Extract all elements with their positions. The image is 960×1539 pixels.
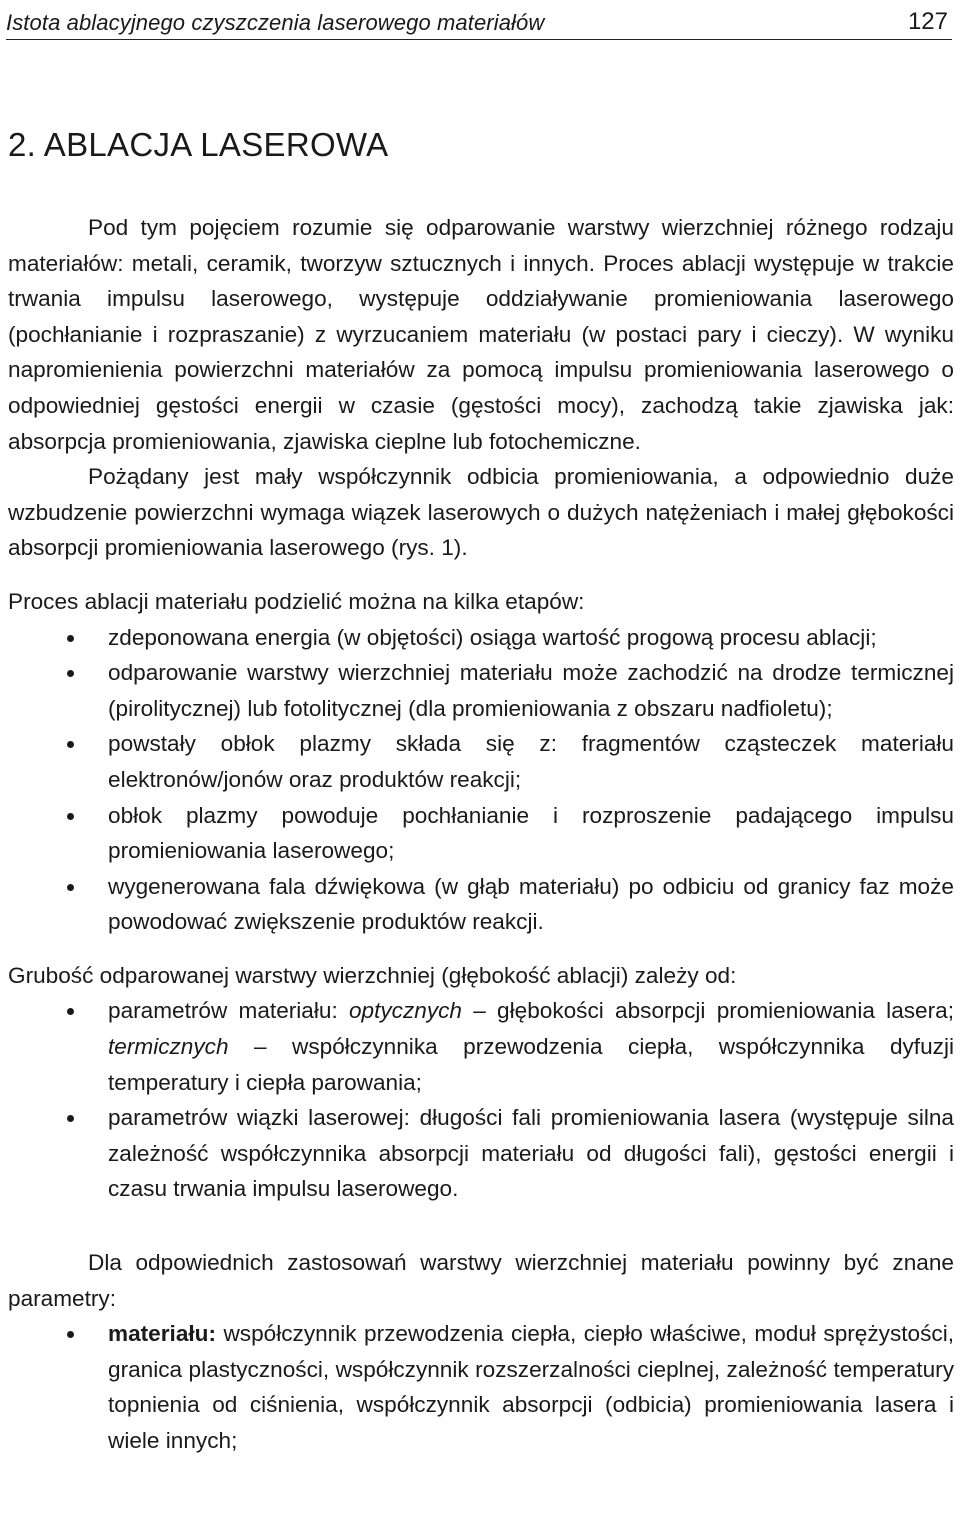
bullet-icon: [67, 635, 74, 642]
list-item: [8, 1100, 954, 1207]
parameter-label: materiału:: [108, 1321, 216, 1347]
list-item: [8, 1316, 954, 1458]
running-title: Istota ablacyjnego czyszczenia laserowego materiałów: [6, 10, 545, 35]
paragraph-depth-factors-intro: Grubość odparowanej warstwy wierzchniej (głębokość ablacji) zależy od:: [8, 962, 737, 988]
ablation-stages-list: [8, 620, 954, 940]
list-item: [8, 798, 954, 869]
paragraph-parameters-intro: Dla odpowiednich zastosowań warstwy wierzchniej materiału powinny być znane parametry:: [8, 1250, 954, 1311]
optical-text: – głębokości absorpcji promieniowania lasera;: [462, 998, 954, 1024]
depth-factors-list: [8, 993, 954, 1207]
list-item-text: wygenerowana fala dźwiękowa (w głąb materiału) po odbiciu od granicy faz może powodować zwiększenie produktów reakcji.: [108, 873, 954, 935]
body-text: [8, 210, 954, 1459]
bullet-icon: [67, 1115, 74, 1122]
list-item-text: obłok plazmy powoduje pochłanianie i rozproszenie padającego impulsu promieniowania laserowego;: [108, 802, 954, 864]
list-item-text: zdeponowana energia (w objętości) osiąga wartość progową procesu ablacji;: [108, 624, 877, 650]
list-item-text: powstały obłok plazmy składa się z: fragmentów cząsteczek materiału elektronów/jonów oraz produktów reakcji;: [108, 731, 954, 792]
thermal-label: termicznych: [108, 1034, 229, 1060]
paragraph-ablation-stages-intro: Proces ablacji materiału podzielić można na kilka etapów:: [8, 588, 585, 614]
list-item: [8, 993, 954, 1100]
bullet-icon: [67, 813, 74, 820]
parameter-text: współczynnik przewodzenia ciepła, ciepło właściwe, moduł sprężystości, granica plastyczności, współczynnik rozszerzalności cieplnej, zależność temperatury topnienia od ciśnienia, współczynnik absorpcji (odbicia) promieniowania lasera i wiele innych;: [108, 1321, 954, 1453]
list-item: [8, 655, 954, 726]
parameters-list: [8, 1316, 954, 1458]
paragraph-reflection-coefficient: Pożądany jest mały współczynnik odbicia promieniowania, a odpowiednio duże wzbudzenie powierzchni wymaga wiązek laserowych o dużych natężeniach i małej głębokości absorpcji promieniowania laserowego (rys. 1).: [8, 464, 954, 561]
bullet-icon: [67, 741, 74, 748]
list-item-text: odparowanie warstwy wierzchniej materiału może zachodzić na drodze termicznej (pirolitycznej) lub fotolitycznej (dla promieniowania z obszaru nadfioletu);: [108, 660, 954, 721]
bullet-icon: [67, 884, 74, 891]
optical-label: optycznych: [348, 998, 462, 1024]
list-item: [8, 869, 954, 940]
bullet-icon: [67, 1008, 74, 1015]
bullet-icon: [67, 1331, 74, 1338]
chapter-heading: 2. ABLACJA LASEROWA: [8, 126, 389, 163]
list-item: [8, 726, 954, 797]
running-header: [6, 2, 952, 40]
list-item-lead: parametrów materiału:: [108, 998, 349, 1024]
page-number: 127: [907, 8, 948, 35]
bullet-icon: [67, 670, 74, 677]
list-item-text: parametrów wiązki laserowej: długości fali promieniowania lasera (występuje silna zależność współczynnika absorpcji materiału od długości fali), gęstości energii i czasu trwania impulsu laserowego.: [108, 1105, 954, 1202]
paragraph-ablation-definition: Pod tym pojęciem rozumie się odparowanie warstwy wierzchniej różnego rodzaju materiałów: metali, ceramik, tworzyw sztucznych i innych. Proces ablacji występuje w trakcie trwania impulsu laserowego, występuje oddziaływanie promieniowania laserowego (pochłanianie i rozpraszanie) z wyrzucaniem materiału (w postaci pary i cieczy). W wyniku napromienienia powierzchni materiałów za pomocą impulsu promieniowania laserowego o odpowiedniej gęstości energii w czasie (gęstości mocy), zachodzą takie zjawiska jak: absorpcja promieniowania, zjawiska cieplne lub fotochemiczne.: [8, 215, 954, 454]
thermal-text: – współczynnika przewodzenia ciepła, współczynnika dyfuzji temperatury i ciepła parowania;: [108, 1034, 954, 1095]
list-item: [8, 620, 954, 656]
